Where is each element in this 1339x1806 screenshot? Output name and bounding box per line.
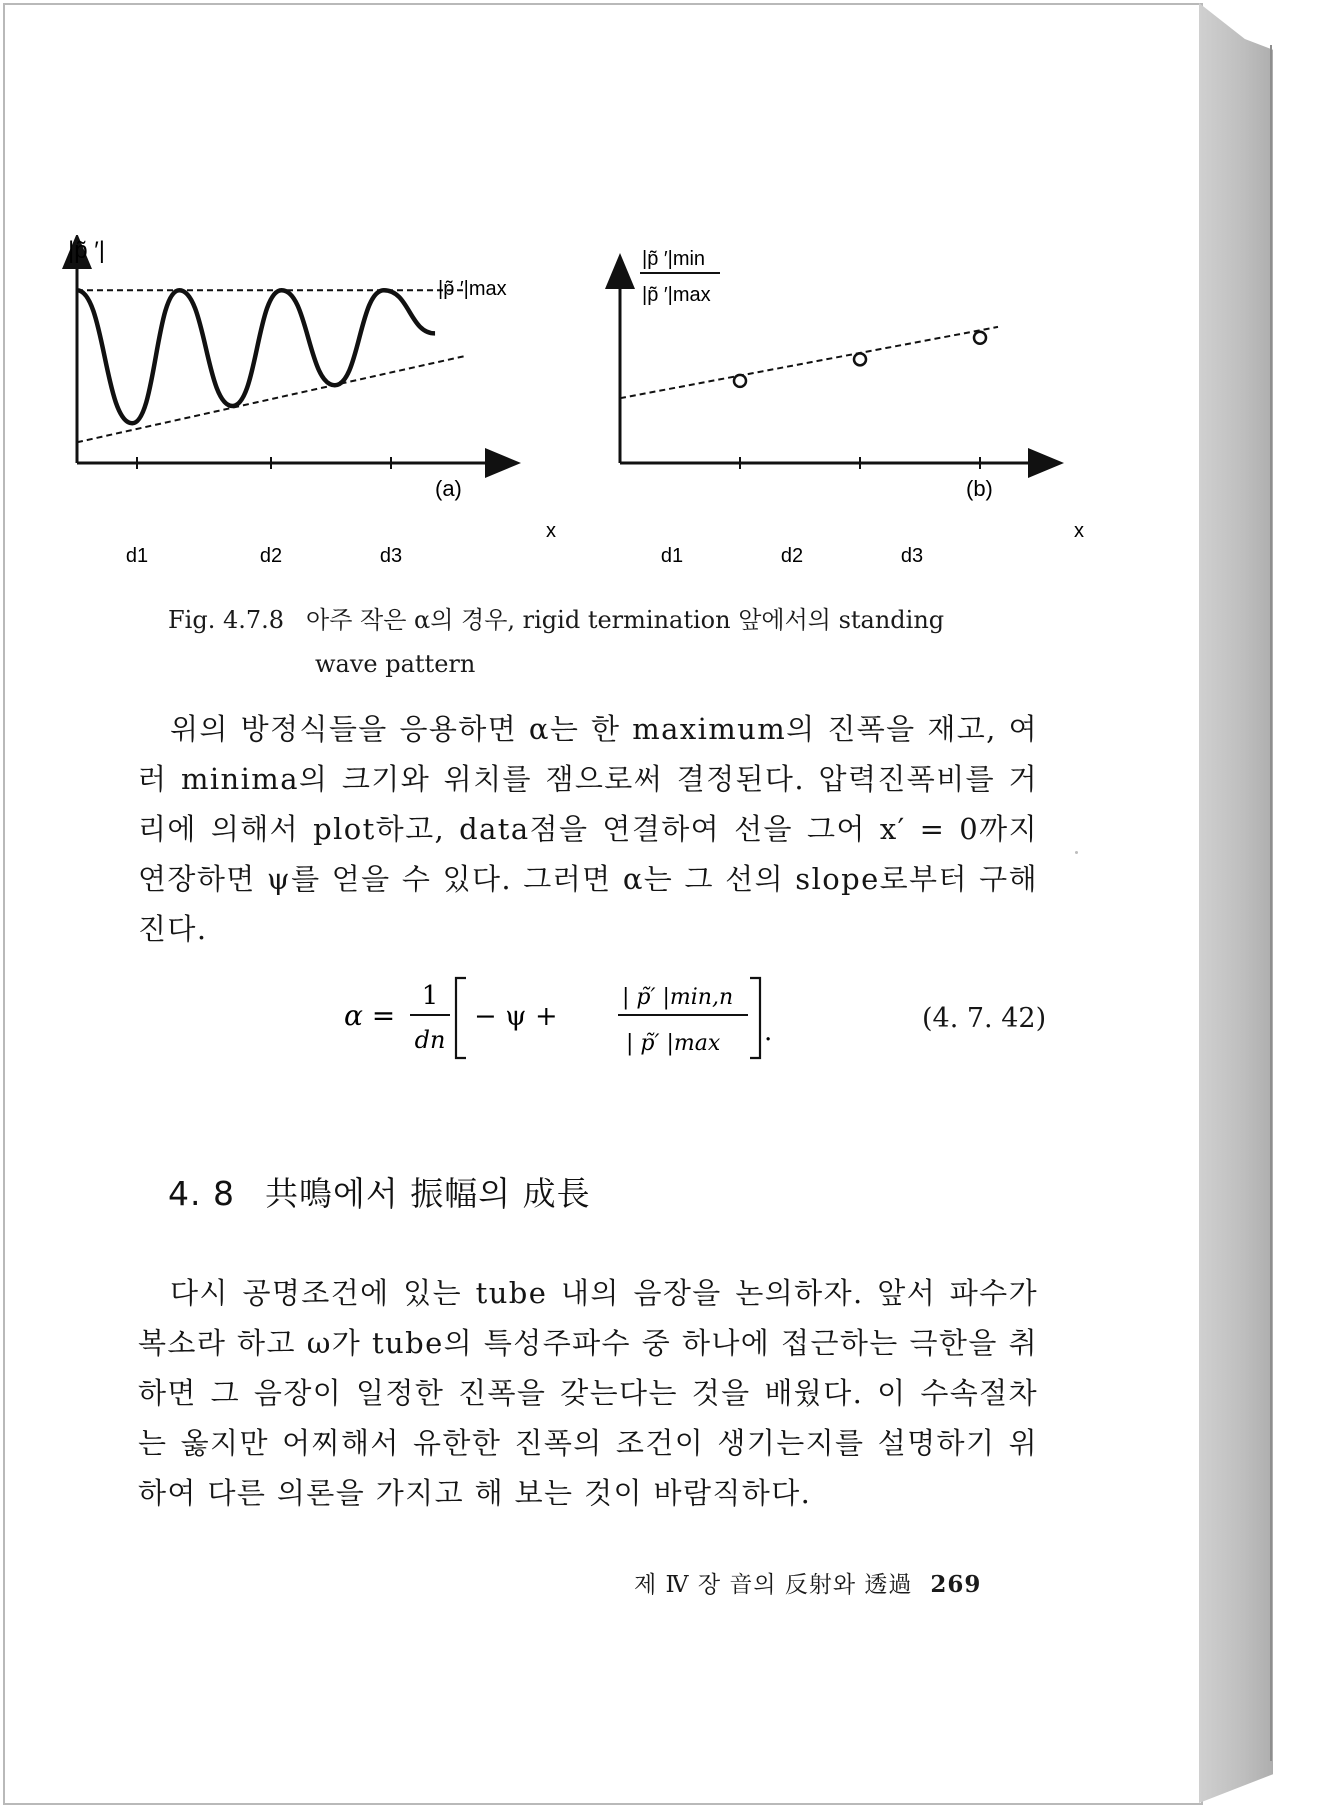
caption-line-2: wave pattern [315, 650, 476, 678]
footer-chapter: 제 Ⅳ 장 音의 反射와 透過 [634, 1572, 913, 1598]
figure-panel-a [60, 235, 580, 575]
scan-speck [1075, 851, 1078, 854]
panel-b-data-point-3 [974, 332, 986, 344]
panel-a-max-label: |p̃ ′|max [438, 278, 507, 300]
paragraph-1-text: 위의 방정식들을 응용하면 α는 한 maximum의 진폭을 재고, 여러 minima의 크기와 위치를 잼으로써 결정된다. 압력진폭비를 거리에 의해서 plot하고, data점을 연결하여 선을 그어 x′ = 0까지 연장하면 ψ를 얻을 수 있다. 그러면 α는 그 선의 slope로부터 구해진다. [138, 712, 1038, 946]
eq-left-bracket [456, 978, 466, 1058]
section-number: 4. 8 [168, 1174, 235, 1213]
panel-b-xlabel: x [1074, 520, 1084, 542]
panel-b-data-point-2 [854, 353, 866, 365]
panel-a-label: (a) [435, 476, 462, 501]
eq-right-bracket [750, 978, 760, 1058]
section-heading [168, 1168, 591, 1215]
body-paragraph-1 [138, 704, 1038, 954]
figure-panel-b [600, 235, 1100, 575]
eq-ratio-den: | p̃′ |max [626, 1031, 721, 1056]
panel-b-fitted-line [620, 327, 998, 398]
book-spine [1199, 3, 1273, 1803]
eq-period: . [764, 1017, 773, 1047]
panel-a-tick-d2: d2 [259, 545, 283, 567]
body-paragraph-2 [138, 1268, 1038, 1518]
running-footer [634, 1566, 981, 1599]
panel-a-tick-d3: d3 [379, 545, 403, 567]
panel-b-data-point-1 [734, 375, 746, 387]
eq-frac-den: dn [414, 1026, 446, 1054]
panel-b-tick-d3: d3 [900, 545, 924, 567]
eq-frac-num: 1 [421, 981, 439, 1011]
panel-a-xlabel: x [546, 520, 556, 542]
panel-b-tick-d2: d2 [780, 545, 804, 567]
eq-minus-psi: − ψ + [474, 1001, 558, 1032]
book-spine-edge [1270, 45, 1272, 1761]
page-number: 269 [930, 1571, 982, 1598]
panel-a-ylabel: |p̃ ′| [68, 237, 105, 264]
panel-b-tick-d1: d1 [660, 545, 684, 567]
panel-b-label: (b) [966, 476, 993, 501]
panel-b-ylabel-numerator: |p̃ ′|min [642, 248, 706, 270]
section-title: 共鳴에서 振幅의 成長 [264, 1174, 591, 1213]
panel-a-minima-trend-line [77, 356, 466, 442]
caption-number: Fig. 4.7.8 [168, 606, 285, 634]
figure-caption [168, 598, 1028, 686]
panel-a-tick-d1: d1 [125, 545, 149, 567]
paragraph-2-text: 다시 공명조건에 있는 tube 내의 음장을 논의하자. 앞서 파수가 복소라 하고 ω가 tube의 특성주파수 중 하나에 접근하는 극한을 취하면 그 음장이 일정한 진폭을 갖는다는 것을 배웠다. 이 수속절차는 옳지만 어찌해서 유한한 진폭의 조건이 생기는지를 설명하기 위하여 다른 의론을 가지고 해 보는 것이 바람직하다. [138, 1276, 1038, 1510]
eq-ratio-num: | p̃′ |min,n [622, 985, 734, 1010]
eq-lhs: α = [344, 999, 396, 1032]
equation-number: (4. 7. 42) [922, 1003, 1047, 1034]
caption-line-1: 아주 작은 α의 경우, rigid termination 앞에서의 standing [306, 606, 945, 634]
panel-b-ylabel-denominator: |p̃ ′|max [642, 284, 711, 306]
